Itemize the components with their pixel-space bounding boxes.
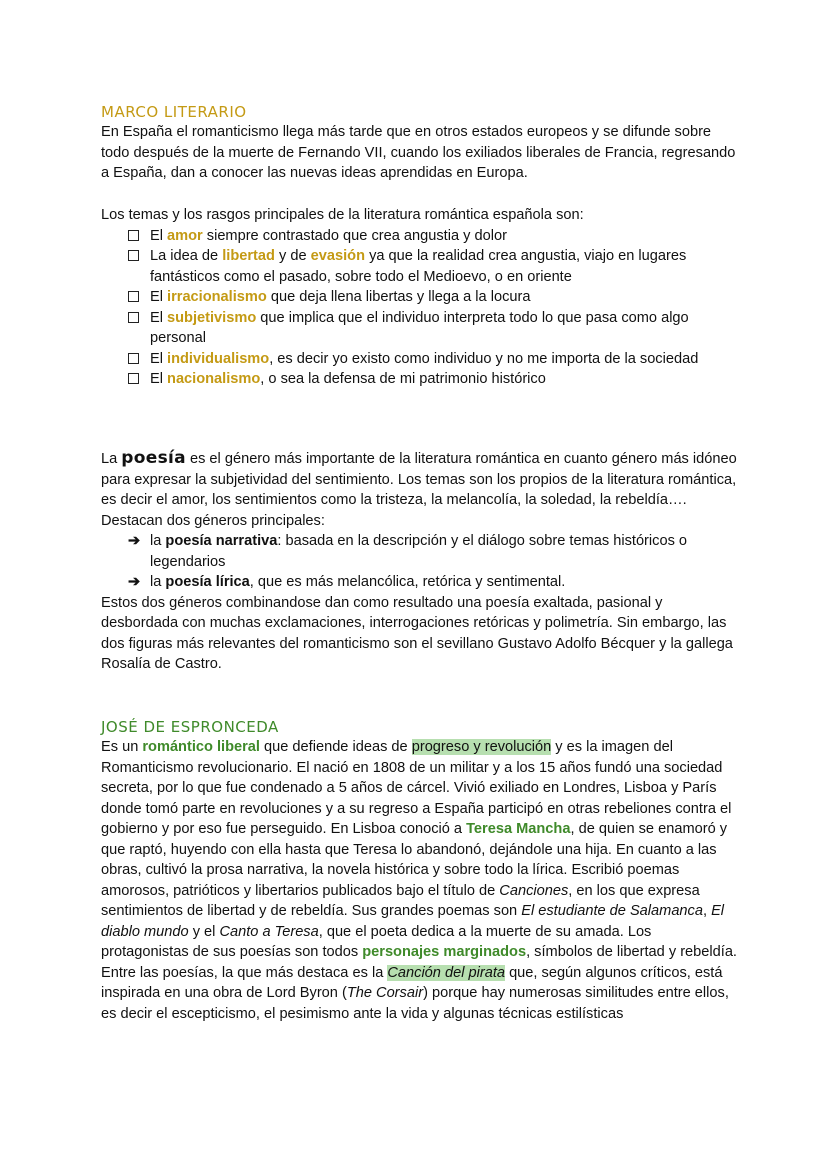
highlight: Canción del pirata bbox=[387, 964, 506, 981]
arrow-right-icon: ➔ bbox=[128, 533, 141, 549]
temas-checklist bbox=[101, 226, 741, 390]
marco-literario-heading: MARCO LITERARIO bbox=[101, 103, 247, 121]
temas-intro: Los temas y los rasgos principales de la literatura romántica española son: bbox=[101, 207, 584, 223]
list-item: ➔ la poesía narrativa: basada en la descripción y el diálogo sobre temas históricos o legendarios bbox=[128, 533, 688, 570]
poesia-handwritten-word: poesía bbox=[121, 448, 186, 468]
checkbox-icon[interactable] bbox=[128, 250, 139, 261]
highlight: progreso y revolución bbox=[411, 739, 552, 755]
temas-section bbox=[101, 205, 741, 390]
espronceda-heading: JOSÉ DE ESPRONCEDA bbox=[101, 718, 279, 736]
espronceda-paragraph: Es un romántico liberal que defiende ideas de progreso y revolución y es la imagen del Romanticismo revolucionario. El nació en 1808 de un militar y a los 15 años fundó una sociedad secreta, por lo que fue condenado a 5 años de cárcel. Vivió exiliado en Londres, Lisboa y París donde tomó parte en revoluciones y a su regreso a España participó en otras rebeliones contra el gobierno y por eso fue perseguido. En Lisboa conoció a Teresa Mancha, de quien se enamoró y que raptó, huyendo con ella hasta que Teresa lo abandonó, dejándole una hija. En cuanto a las obras, cultivó la prosa narrativa, la novela histórica y sobre todo la lírica. Escribió poemas amorosos, patrióticos y libertarios publicados bajo el título de Canciones, en los que expresa sentimientos de libertad y de rebeldía. Sus grandes poemas son El estudiante de Salamanca, El diablo mundo y el Canto a Teresa, que el poeta dedica a la muerte de su amada. Los protagonistas de sus poesías son todos personajes marginados, símbolos de libertad y rebeldía. Entre las poesías, la que más destaca es la Canción del pirata que, según algunos críticos, está inspirada en una obra de Lord Byron (The Corsair) porque hay numerosas similitudes entre ellos, es decir el escepticismo, el pesimismo ante la vida y algunas técnicas estilísticas bbox=[101, 739, 737, 1022]
poesia-paragraph: La poesía es el género más importante de la literatura romántica en cuanto género más idóneo para expresar la subjetividad del sentimiento. Los temas son los propios de la literatura romántica, es decir el amor, los sentimientos como la tristeza, la melancolía, la soledad, la rebeldía…. Destacan dos géneros principales: bbox=[101, 448, 737, 529]
poesia-section bbox=[101, 448, 741, 675]
checkbox-icon[interactable] bbox=[128, 373, 139, 384]
checklist-item: El subjetivismo que implica que el individuo interpreta todo lo que pasa como algo personal bbox=[128, 308, 741, 349]
generos-list bbox=[101, 531, 741, 593]
arrow-right-icon: ➔ bbox=[128, 574, 141, 590]
checkbox-icon[interactable] bbox=[128, 353, 139, 364]
checkbox-icon[interactable] bbox=[128, 312, 139, 323]
marco-intro-paragraph: En España el romanticismo llega más tarde que en otros estados europeos y se difunde sobre todo después de la muerte de Fernando VII, cuando los exiliados liberales de Francia, regresando a España, dan a conocer las nuevas ideas aprendidas en Europa. bbox=[101, 124, 736, 181]
checklist-item: El irracionalismo que deja llena libertas y llega a la locura bbox=[128, 287, 741, 308]
checklist-item: El amor siempre contrastado que crea angustia y dolor bbox=[128, 226, 741, 247]
checkbox-icon[interactable] bbox=[128, 230, 139, 241]
espronceda-section bbox=[101, 717, 741, 1024]
checklist-item: El nacionalismo, o sea la defensa de mi patrimonio histórico bbox=[128, 369, 741, 390]
checklist-item: La idea de libertad y de evasión ya que la realidad crea angustia, viajo en lugares fantásticos como el pasado, sobre todo el Medioevo, o en oriente bbox=[128, 246, 741, 287]
list-item: ➔ la poesía lírica, que es más melancólica, retórica y sentimental. bbox=[128, 572, 741, 593]
checklist-item: El individualismo, es decir yo existo como individuo y no me importa de la sociedad bbox=[128, 349, 741, 370]
marco-literario-section bbox=[101, 102, 741, 184]
poesia-closing-paragraph: Estos dos géneros combinandose dan como resultado una poesía exaltada, pasional y desbordada con muchas exclamaciones, interrogaciones retóricas y polimetría. Sin embargo, las dos figuras más relevantes del romanticismo son el sevillano Gustavo Adolfo Bécquer y la gallega Rosalía de Castro. bbox=[101, 594, 733, 672]
checkbox-icon[interactable] bbox=[128, 291, 139, 302]
